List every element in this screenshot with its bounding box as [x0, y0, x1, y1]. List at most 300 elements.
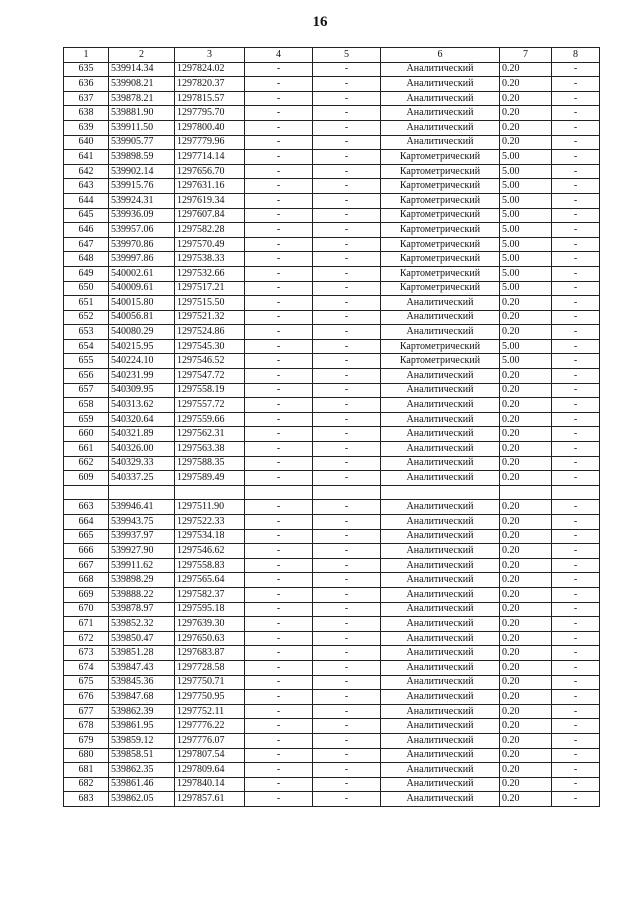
- cell-col-1: 646: [64, 223, 109, 238]
- cell-col-5: -: [313, 456, 381, 471]
- cell-col-3: 1297521.32: [175, 310, 245, 325]
- cell-col-2: 540321.89: [109, 427, 175, 442]
- cell-col-3: 1297582.28: [175, 223, 245, 238]
- cell-col-2: 539914.34: [109, 62, 175, 77]
- cell-col-7: 5.00: [500, 150, 552, 165]
- table-row: [64, 237, 600, 252]
- cell-col-8: -: [552, 500, 600, 515]
- cell-col-5: -: [313, 193, 381, 208]
- cell-col-6: Аналитический: [381, 646, 500, 661]
- cell-col-1: 648: [64, 252, 109, 267]
- cell-col-8: -: [552, 296, 600, 311]
- cell-col-1: 659: [64, 412, 109, 427]
- column-header-2: 2: [109, 48, 175, 63]
- cell-col-3: 1297534.18: [175, 529, 245, 544]
- cell-col-6: Картометрический: [381, 150, 500, 165]
- cell-col-3: 1297750.95: [175, 690, 245, 705]
- table-row: [64, 266, 600, 281]
- table-row: [64, 748, 600, 763]
- cell-col-6: Аналитический: [381, 412, 500, 427]
- table-row: [64, 106, 600, 121]
- cell-col-5: -: [313, 150, 381, 165]
- cell-col-5: -: [313, 91, 381, 106]
- cell-col-3: 1297714.14: [175, 150, 245, 165]
- cell-col-5: -: [313, 617, 381, 632]
- cell-col-8: -: [552, 719, 600, 734]
- cell-col-8: -: [552, 252, 600, 267]
- cell-col-2: 539937.97: [109, 529, 175, 544]
- cell-col-2: 540002.61: [109, 266, 175, 281]
- cell-col-7: 0.20: [500, 646, 552, 661]
- cell-col-8: -: [552, 704, 600, 719]
- cell-col-8: -: [552, 62, 600, 77]
- cell-col-4: -: [245, 208, 313, 223]
- cell-col-1: 637: [64, 91, 109, 106]
- table-row: [64, 456, 600, 471]
- cell-col-4: -: [245, 690, 313, 705]
- cell-col-4: -: [245, 120, 313, 135]
- cell-col-2: 540313.62: [109, 398, 175, 413]
- cell-col-7: 0.20: [500, 456, 552, 471]
- cell-col-8: -: [552, 602, 600, 617]
- cell-col-1: 678: [64, 719, 109, 734]
- cell-col-6: Аналитический: [381, 617, 500, 632]
- cell-col-3: 1297840.14: [175, 777, 245, 792]
- cell-col-5: -: [313, 325, 381, 340]
- table-row: [64, 369, 600, 384]
- cell-col-2: 539924.31: [109, 193, 175, 208]
- cell-col-4: -: [245, 383, 313, 398]
- cell-col-5: -: [313, 135, 381, 150]
- cell-col-1: 665: [64, 529, 109, 544]
- cell-col-8: -: [552, 573, 600, 588]
- cell-col-1: 660: [64, 427, 109, 442]
- cell-col-5: -: [313, 310, 381, 325]
- cell-col-4: -: [245, 675, 313, 690]
- cell-col-2: 539888.22: [109, 587, 175, 602]
- cell-col-5: -: [313, 573, 381, 588]
- table-row: [64, 617, 600, 632]
- cell-col-2: 539851.28: [109, 646, 175, 661]
- cell-col-3: 1297588.35: [175, 456, 245, 471]
- cell-col-1: 663: [64, 500, 109, 515]
- cell-col-6: Аналитический: [381, 515, 500, 530]
- cell-col-6: Аналитический: [381, 558, 500, 573]
- table-row: [64, 442, 600, 457]
- cell-col-3: 1297607.84: [175, 208, 245, 223]
- cell-col-4: -: [245, 442, 313, 457]
- cell-col-3: 1297557.72: [175, 398, 245, 413]
- cell-col-6: Картометрический: [381, 252, 500, 267]
- cell-col-5: -: [313, 164, 381, 179]
- cell-col-5: -: [313, 442, 381, 457]
- cell-col-6: Аналитический: [381, 631, 500, 646]
- cell-col-6: Аналитический: [381, 77, 500, 92]
- cell-col-2: 539858.51: [109, 748, 175, 763]
- cell-col-8: -: [552, 690, 600, 705]
- cell-col-8: -: [552, 558, 600, 573]
- cell-col-6: Аналитический: [381, 106, 500, 121]
- cell-col-7: 0.20: [500, 120, 552, 135]
- cell-col-4: -: [245, 223, 313, 238]
- cell-col-3: 1297562.31: [175, 427, 245, 442]
- cell-col-6: Аналитический: [381, 456, 500, 471]
- cell-col-5: -: [313, 675, 381, 690]
- cell-col-1: 644: [64, 193, 109, 208]
- table-row: [64, 91, 600, 106]
- cell-col-4: -: [245, 164, 313, 179]
- cell-col-4: -: [245, 339, 313, 354]
- cell-col-8: -: [552, 733, 600, 748]
- cell-col-8: -: [552, 631, 600, 646]
- cell-col-8: -: [552, 266, 600, 281]
- cell-col-7: 0.20: [500, 719, 552, 734]
- cell-col-5: -: [313, 354, 381, 369]
- table-row: [64, 427, 600, 442]
- cell-col-7: 0.20: [500, 325, 552, 340]
- cell-col-2: 539862.05: [109, 792, 175, 807]
- cell-col-7: 0.20: [500, 704, 552, 719]
- cell-col-3: 1297824.02: [175, 62, 245, 77]
- cell-col-4: -: [245, 529, 313, 544]
- cell-col-6: Аналитический: [381, 135, 500, 150]
- table-row: [64, 150, 600, 165]
- table-row: [64, 587, 600, 602]
- cell-col-2: 540337.25: [109, 471, 175, 486]
- table-row: [64, 777, 600, 792]
- cell-col-8: -: [552, 529, 600, 544]
- table-row: [64, 544, 600, 559]
- cell-col-7: 0.20: [500, 383, 552, 398]
- cell-col-3: 1297795.70: [175, 106, 245, 121]
- cell-col-5: -: [313, 646, 381, 661]
- column-header-6: 6: [381, 48, 500, 63]
- cell-col-7: 0.20: [500, 135, 552, 150]
- cell-col-3: 1297532.66: [175, 266, 245, 281]
- cell-col-4: -: [245, 660, 313, 675]
- table-row: [64, 383, 600, 398]
- cell-col-1: 643: [64, 179, 109, 194]
- table-row: [64, 558, 600, 573]
- column-header-5: 5: [313, 48, 381, 63]
- cell-col-1: 647: [64, 237, 109, 252]
- cell-col-4: -: [245, 296, 313, 311]
- table-row: [64, 412, 600, 427]
- cell-col-6: Аналитический: [381, 529, 500, 544]
- cell-col-1: 636: [64, 77, 109, 92]
- cell-col-2: 539957.06: [109, 223, 175, 238]
- page-number: 16: [312, 14, 328, 30]
- cell-col-7: 0.20: [500, 733, 552, 748]
- table-spacer-row: [64, 485, 600, 500]
- cell-col-1: 638: [64, 106, 109, 121]
- table-row: [64, 602, 600, 617]
- cell-col-6: Аналитический: [381, 325, 500, 340]
- table-row: [64, 675, 600, 690]
- cell-col-4: -: [245, 354, 313, 369]
- cell-col-5: -: [313, 631, 381, 646]
- cell-col-3: 1297517.21: [175, 281, 245, 296]
- cell-col-8: -: [552, 412, 600, 427]
- cell-col-4: -: [245, 763, 313, 778]
- cell-col-1: 683: [64, 792, 109, 807]
- cell-col-5: -: [313, 660, 381, 675]
- table-row: [64, 339, 600, 354]
- cell-col-1: 651: [64, 296, 109, 311]
- cell-col-3: 1297807.54: [175, 748, 245, 763]
- cell-col-7: 5.00: [500, 223, 552, 238]
- cell-col-2: 539898.29: [109, 573, 175, 588]
- table-row: [64, 223, 600, 238]
- cell-col-8: -: [552, 544, 600, 559]
- cell-col-2: 540231.99: [109, 369, 175, 384]
- cell-col-6: Аналитический: [381, 120, 500, 135]
- table-row: [64, 77, 600, 92]
- cell-col-2: 539845.36: [109, 675, 175, 690]
- cell-col-4: -: [245, 281, 313, 296]
- cell-col-5: -: [313, 412, 381, 427]
- cell-col-7: 0.20: [500, 529, 552, 544]
- cell-col-1: 645: [64, 208, 109, 223]
- cell-col-1: 680: [64, 748, 109, 763]
- cell-col-2: 539862.35: [109, 763, 175, 778]
- cell-col-4: -: [245, 602, 313, 617]
- cell-col-1: 640: [64, 135, 109, 150]
- cell-col-3: 1297639.30: [175, 617, 245, 632]
- cell-col-5: -: [313, 296, 381, 311]
- cell-col-4: -: [245, 471, 313, 486]
- cell-col-1: 642: [64, 164, 109, 179]
- table-row: [64, 500, 600, 515]
- cell-col-6: Аналитический: [381, 587, 500, 602]
- cell-col-7: 0.20: [500, 763, 552, 778]
- table-row: [64, 325, 600, 340]
- cell-col-3: 1297558.83: [175, 558, 245, 573]
- cell-col-8: -: [552, 442, 600, 457]
- cell-col-7: 0.20: [500, 631, 552, 646]
- table-row: [64, 763, 600, 778]
- cell-col-6: Аналитический: [381, 62, 500, 77]
- cell-col-3: 1297582.37: [175, 587, 245, 602]
- cell-col-6: Картометрический: [381, 193, 500, 208]
- cell-col-6: Аналитический: [381, 500, 500, 515]
- cell-col-1: 661: [64, 442, 109, 457]
- cell-col-1: 679: [64, 733, 109, 748]
- cell-col-5: -: [313, 237, 381, 252]
- cell-col-6: Аналитический: [381, 733, 500, 748]
- cell-col-5: -: [313, 369, 381, 384]
- cell-col-2: 539997.86: [109, 252, 175, 267]
- cell-col-1: 675: [64, 675, 109, 690]
- cell-col-7: 0.20: [500, 62, 552, 77]
- cell-col-5: -: [313, 427, 381, 442]
- cell-col-2: 539905.77: [109, 135, 175, 150]
- cell-col-1: 672: [64, 631, 109, 646]
- cell-col-5: -: [313, 77, 381, 92]
- cell-col-6: Аналитический: [381, 777, 500, 792]
- cell-col-3: 1297515.50: [175, 296, 245, 311]
- cell-col-1: 658: [64, 398, 109, 413]
- cell-col-2: 539862.39: [109, 704, 175, 719]
- cell-col-3: 1297776.07: [175, 733, 245, 748]
- cell-col-2: 540009.61: [109, 281, 175, 296]
- cell-col-4: -: [245, 544, 313, 559]
- cell-col-3: 1297511.90: [175, 500, 245, 515]
- table-row: [64, 690, 600, 705]
- cell-col-3: 1297683.87: [175, 646, 245, 661]
- table-row: [64, 62, 600, 77]
- cell-col-7: 0.20: [500, 427, 552, 442]
- cell-col-8: -: [552, 587, 600, 602]
- cell-col-2: 540015.80: [109, 296, 175, 311]
- cell-col-2: 539881.90: [109, 106, 175, 121]
- cell-col-7: 5.00: [500, 193, 552, 208]
- cell-col-8: -: [552, 135, 600, 150]
- cell-col-7: [500, 485, 552, 500]
- table-row: [64, 193, 600, 208]
- cell-col-4: -: [245, 573, 313, 588]
- cell-col-4: -: [245, 369, 313, 384]
- cell-col-5: -: [313, 208, 381, 223]
- table-row: [64, 515, 600, 530]
- cell-col-1: 653: [64, 325, 109, 340]
- cell-col-1: 667: [64, 558, 109, 573]
- cell-col-8: -: [552, 617, 600, 632]
- table-row: [64, 164, 600, 179]
- cell-col-6: Аналитический: [381, 427, 500, 442]
- cell-col-1: 668: [64, 573, 109, 588]
- table-row: [64, 208, 600, 223]
- table-row: [64, 646, 600, 661]
- cell-col-7: 0.20: [500, 573, 552, 588]
- cell-col-5: -: [313, 690, 381, 705]
- cell-col-2: 539847.68: [109, 690, 175, 705]
- cell-col-7: 5.00: [500, 237, 552, 252]
- cell-col-7: 0.20: [500, 77, 552, 92]
- cell-col-2: 539898.59: [109, 150, 175, 165]
- cell-col-6: Аналитический: [381, 675, 500, 690]
- cell-col-6: Картометрический: [381, 281, 500, 296]
- cell-col-2: 539902.14: [109, 164, 175, 179]
- column-header-7: 7: [500, 48, 552, 63]
- cell-col-4: -: [245, 193, 313, 208]
- cell-col-5: -: [313, 223, 381, 238]
- cell-col-4: -: [245, 733, 313, 748]
- cell-col-8: -: [552, 77, 600, 92]
- cell-col-7: 0.20: [500, 602, 552, 617]
- table-header-row: [64, 48, 600, 63]
- cell-col-8: -: [552, 471, 600, 486]
- cell-col-7: 0.20: [500, 471, 552, 486]
- cell-col-5: -: [313, 587, 381, 602]
- cell-col-1: 669: [64, 587, 109, 602]
- cell-col-1: 677: [64, 704, 109, 719]
- cell-col-8: -: [552, 179, 600, 194]
- cell-col-3: 1297570.49: [175, 237, 245, 252]
- cell-col-1: 676: [64, 690, 109, 705]
- cell-col-7: 5.00: [500, 339, 552, 354]
- cell-col-1: 635: [64, 62, 109, 77]
- cell-col-7: 0.20: [500, 106, 552, 121]
- cell-col-4: [245, 485, 313, 500]
- cell-col-3: 1297559.66: [175, 412, 245, 427]
- cell-col-5: -: [313, 62, 381, 77]
- table-row: [64, 573, 600, 588]
- cell-col-3: 1297522.33: [175, 515, 245, 530]
- cell-col-6: Картометрический: [381, 266, 500, 281]
- table-row: [64, 529, 600, 544]
- cell-col-7: 0.20: [500, 617, 552, 632]
- table-row: [64, 704, 600, 719]
- cell-col-6: Аналитический: [381, 369, 500, 384]
- cell-col-2: 539861.95: [109, 719, 175, 734]
- cell-col-4: -: [245, 617, 313, 632]
- cell-col-5: -: [313, 777, 381, 792]
- cell-col-3: 1297752.11: [175, 704, 245, 719]
- cell-col-4: -: [245, 252, 313, 267]
- cell-col-5: -: [313, 281, 381, 296]
- cell-col-7: 0.20: [500, 675, 552, 690]
- cell-col-3: 1297538.33: [175, 252, 245, 267]
- cell-col-6: Аналитический: [381, 792, 500, 807]
- table-row: [64, 471, 600, 486]
- cell-col-1: 662: [64, 456, 109, 471]
- cell-col-6: Аналитический: [381, 471, 500, 486]
- cell-col-7: 0.20: [500, 777, 552, 792]
- cell-col-5: -: [313, 383, 381, 398]
- cell-col-6: Аналитический: [381, 383, 500, 398]
- cell-col-2: 539927.90: [109, 544, 175, 559]
- cell-col-5: -: [313, 515, 381, 530]
- cell-col-4: -: [245, 719, 313, 734]
- table-row: [64, 354, 600, 369]
- cell-col-2: 540224.10: [109, 354, 175, 369]
- cell-col-6: Картометрический: [381, 354, 500, 369]
- cell-col-5: -: [313, 704, 381, 719]
- table-row: [64, 281, 600, 296]
- cell-col-6: Аналитический: [381, 573, 500, 588]
- cell-col-8: -: [552, 193, 600, 208]
- table-row: [64, 398, 600, 413]
- cell-col-7: 5.00: [500, 266, 552, 281]
- cell-col-4: -: [245, 631, 313, 646]
- cell-col-2: 539911.62: [109, 558, 175, 573]
- cell-col-8: -: [552, 383, 600, 398]
- cell-col-8: -: [552, 223, 600, 238]
- cell-col-7: 5.00: [500, 354, 552, 369]
- table-row: [64, 792, 600, 807]
- cell-col-7: 0.20: [500, 660, 552, 675]
- cell-col-4: -: [245, 412, 313, 427]
- cell-col-6: Аналитический: [381, 442, 500, 457]
- cell-col-5: -: [313, 120, 381, 135]
- cell-col-7: 5.00: [500, 281, 552, 296]
- cell-col-7: 0.20: [500, 544, 552, 559]
- cell-col-2: 539911.50: [109, 120, 175, 135]
- cell-col-3: 1297776.22: [175, 719, 245, 734]
- cell-col-6: Аналитический: [381, 690, 500, 705]
- cell-col-4: -: [245, 91, 313, 106]
- cell-col-4: -: [245, 77, 313, 92]
- cell-col-6: Аналитический: [381, 660, 500, 675]
- cell-col-2: 539852.32: [109, 617, 175, 632]
- cell-col-7: 5.00: [500, 252, 552, 267]
- cell-col-4: -: [245, 106, 313, 121]
- cell-col-5: -: [313, 106, 381, 121]
- cell-col-8: -: [552, 325, 600, 340]
- cell-col-1: 670: [64, 602, 109, 617]
- table-row: [64, 719, 600, 734]
